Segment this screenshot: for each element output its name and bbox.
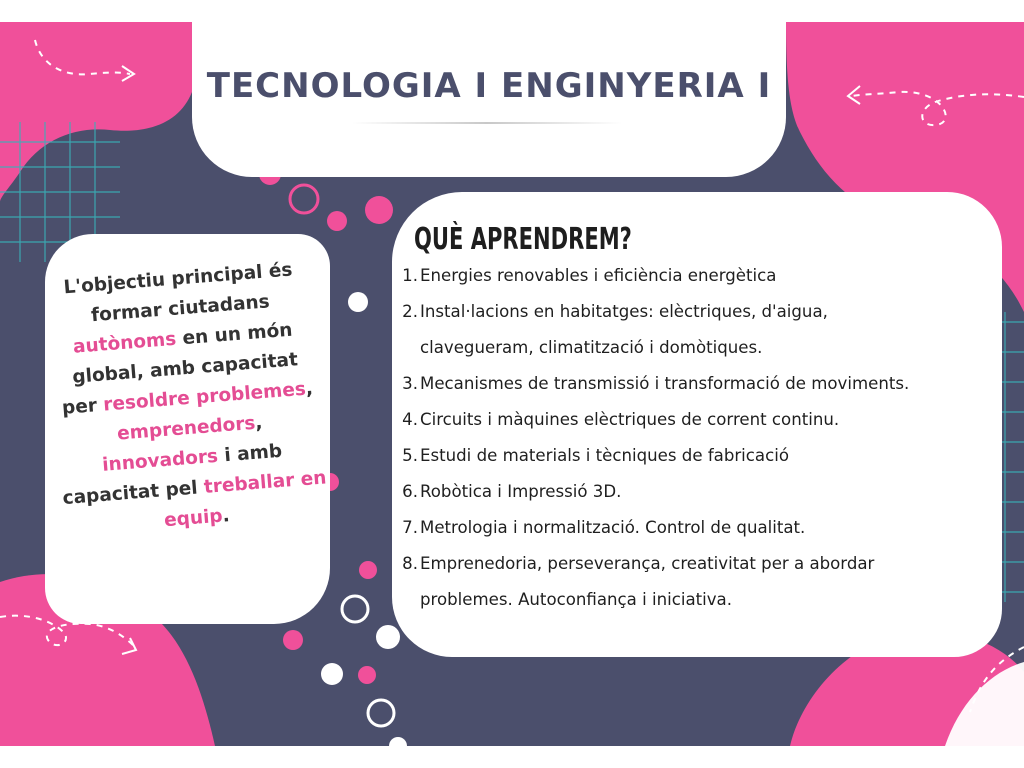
topic-number: 5. bbox=[402, 446, 418, 465]
topic-item bbox=[398, 330, 1006, 366]
topic-number: 2. bbox=[402, 302, 418, 321]
poster bbox=[0, 22, 1024, 746]
objective-highlight-solve-problems: resoldre problemes bbox=[102, 378, 307, 416]
topic-text: Estudi de materials i tècniques de fabricació bbox=[420, 446, 789, 465]
topic-text: Circuits i màquines elèctriques de corrent continu. bbox=[420, 410, 840, 429]
learning-heading: QUÈ APRENDREM? bbox=[414, 222, 632, 257]
topic-item bbox=[398, 510, 1006, 546]
topics-list bbox=[398, 258, 1006, 618]
topic-number: 1. bbox=[402, 266, 418, 285]
topic-number: 8. bbox=[402, 554, 418, 573]
topic-text: Mecanismes de transmissió i transformació de moviments. bbox=[420, 374, 910, 393]
topic-item bbox=[398, 582, 1006, 618]
dot bbox=[283, 630, 303, 650]
objective-text-part: . bbox=[221, 505, 231, 527]
topic-text: Metrologia i normalització. Control de qualitat. bbox=[420, 518, 806, 537]
dot bbox=[321, 663, 343, 685]
dot bbox=[327, 211, 347, 231]
topic-text: Emprenedoria, perseverança, creativitat per a abordar bbox=[420, 554, 875, 573]
topic-text: Energies renovables i eficiència energètica bbox=[420, 266, 777, 285]
objective-text-part: , bbox=[305, 378, 314, 400]
title-underline bbox=[352, 122, 622, 124]
objective-highlight-autonomous: autònoms bbox=[72, 328, 178, 358]
objective-highlight-innovators: innovadors bbox=[101, 445, 219, 476]
objective-text-part: L'objectiu principal és formar ciutadans bbox=[62, 259, 294, 327]
objective-text bbox=[45, 254, 330, 544]
topic-item bbox=[398, 366, 1006, 402]
objective-card bbox=[45, 234, 330, 624]
title-card bbox=[192, 22, 786, 177]
topic-text: clavegueram, climatització i domòtiques. bbox=[420, 338, 763, 357]
topic-item bbox=[398, 438, 1006, 474]
topic-number: 7. bbox=[402, 518, 418, 537]
objective-text-part: , bbox=[254, 412, 264, 434]
dot bbox=[358, 666, 376, 684]
topic-number: 4. bbox=[402, 410, 418, 429]
dot bbox=[376, 625, 400, 649]
objective-highlight-teamwork: treballar en equip bbox=[163, 467, 328, 532]
dot bbox=[359, 561, 377, 579]
topic-text: Instal·lacions en habitatges: elèctriques, d'aigua, bbox=[420, 302, 828, 321]
dot bbox=[348, 292, 368, 312]
topic-text: problemes. Autoconfiança i iniciativa. bbox=[420, 590, 732, 609]
topic-item bbox=[398, 258, 1006, 294]
topic-number: 6. bbox=[402, 482, 418, 501]
topic-item bbox=[398, 294, 1006, 330]
learning-card bbox=[392, 192, 1002, 657]
page-title: TECNOLOGIA I ENGINYERIA I bbox=[206, 66, 772, 106]
topic-item bbox=[398, 474, 1006, 510]
objective-text-part: i amb capacitat pel bbox=[61, 440, 283, 510]
topic-text: Robòtica i Impressió 3D. bbox=[420, 482, 622, 501]
objective-text-part: en un món global, amb capacitat per bbox=[61, 319, 299, 419]
topic-item bbox=[398, 546, 1006, 582]
dot bbox=[365, 196, 393, 224]
objective-highlight-entrepreneurs: emprenedors bbox=[116, 412, 257, 445]
topic-item bbox=[398, 402, 1006, 438]
topic-number: 3. bbox=[402, 374, 418, 393]
